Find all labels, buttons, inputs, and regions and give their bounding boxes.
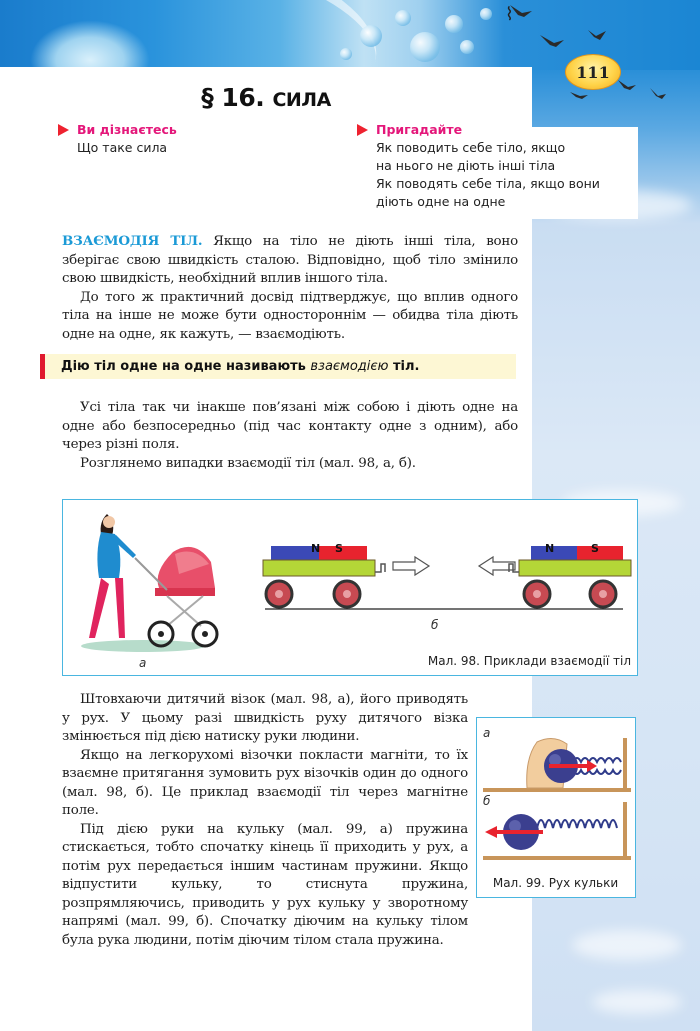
magnet-n-label: N xyxy=(311,542,321,555)
bubble-decoration xyxy=(410,32,440,62)
figure-99-caption: Мал. 99. Рух кульки xyxy=(492,876,619,890)
paragraph xyxy=(62,232,518,289)
body-text-block-2 xyxy=(62,399,518,473)
arc-decoration xyxy=(147,0,393,70)
figure-98-caption: Мал. 98. Приклади взаємодії тіл xyxy=(427,654,631,668)
triangle-bullet-icon xyxy=(58,124,69,136)
definition-text: Дію тіл одне на одне називають xyxy=(61,359,311,374)
recall-line: на нього не діють інші тіла xyxy=(376,158,556,173)
figure-98 xyxy=(62,499,638,676)
figure-98-label-a: а xyxy=(139,656,147,670)
learn-line: Що таке сила xyxy=(77,140,168,155)
bubble-decoration xyxy=(340,48,352,60)
figure-98-illustration xyxy=(63,500,636,674)
cloud-decoration xyxy=(592,990,682,1014)
bubble-decoration xyxy=(360,25,382,47)
recall-line: діють одне на одне xyxy=(376,194,506,209)
paragraph-lead: ВЗАЄМОДІЯ ТІЛ. xyxy=(62,233,203,249)
definition-term: взаємодією xyxy=(310,359,389,374)
body-text-block-1 xyxy=(62,232,518,344)
definition-text-end: тіл. xyxy=(388,359,420,374)
page-title xyxy=(0,83,532,112)
learn-heading-text: Ви дізнаєтесь xyxy=(77,122,177,137)
magnet-n-label: N xyxy=(545,542,555,555)
recall-heading xyxy=(376,121,600,139)
paragraph: До того ж практичний досвід підтверджує, що вплив одного тіла на інше не може бути одностороннім — обидва тіла діють одне на одне, як кажуть, — взаємодіють. xyxy=(62,289,518,342)
woman-figure xyxy=(89,514,136,638)
figure-99 xyxy=(476,717,636,898)
recall-heading-text: Пригадайте xyxy=(376,122,463,137)
recall-line: Як поводить себе тіло, якщо xyxy=(376,140,566,155)
bird-icon: ⌇ xyxy=(505,4,514,25)
paragraph: Розглянемо випадки взаємодії тіл (мал. 98, а, б). xyxy=(80,455,416,471)
paragraph: Штовхаючи дитячий візок (мал. 98, а), його приводять у рух. У цьому разі швидкість руху дитячого візка змінюється під дією натиску руки людини. xyxy=(62,692,468,744)
section-title: СИЛА xyxy=(272,89,331,111)
figure-99-illustration xyxy=(477,718,634,868)
left-cart xyxy=(263,546,385,607)
triangle-bullet-icon xyxy=(357,124,368,136)
bubble-decoration xyxy=(395,10,411,26)
body-text-block-3 xyxy=(62,691,468,950)
paragraph-text: Якщо на тіло не діють інші тіла, воно зберігає свою швидкість сталою. Відповідно, щоб тіло змінило свою швидкість, необхідний вплив іншого тіла. xyxy=(62,234,519,286)
section-number: § 16. xyxy=(201,83,265,112)
ice-decoration xyxy=(30,20,150,70)
intro-recall xyxy=(376,121,600,211)
magnet-s-label: S xyxy=(591,542,599,555)
bubble-decoration xyxy=(480,8,492,20)
magnet-s-label: S xyxy=(335,542,343,555)
stroller-figure xyxy=(135,547,217,646)
paragraph: Якщо на легкорухомі візочки покласти магніти, то їх взаємне притягання зумовить рух візочків один до одного (мал. 98, б). Це приклад взаємодії тіл через магнітне поле. xyxy=(62,747,468,818)
page-number-badge: 111 xyxy=(565,54,621,90)
paragraph: Усі тіла так чи інакше пов’язані між собою і діють одне на одне або безпосередньо (під час контакту одне з одним), або через різні поля. xyxy=(62,400,518,452)
definition-box xyxy=(40,354,516,379)
figure-99-label-a: а xyxy=(483,726,491,740)
intro-learn xyxy=(77,121,177,157)
recall-line: Як поводять себе тіла, якщо вони xyxy=(376,176,600,191)
figure-98-label-b: б xyxy=(431,618,439,632)
cloud-decoration xyxy=(572,930,682,960)
figure-99-label-b: б xyxy=(483,794,491,808)
bubble-decoration xyxy=(445,15,463,33)
right-cart xyxy=(509,546,631,607)
learn-heading xyxy=(77,121,177,139)
bubble-decoration xyxy=(460,40,474,54)
paragraph: Під дією руки на кульку (мал. 99, а) пружина стискається, тобто спочатку кінець її приходить у рух, а потім рух передається іншим частинам пружини. Якщо відпустити кульку, то стиснута пружина, розпрямляючись, приводить у рух кульку у зворотному напрямі (мал. 99, б). Спочатку діючим на кульку тілом була рука людини, потім діючим тілом стала пружина. xyxy=(62,821,468,948)
